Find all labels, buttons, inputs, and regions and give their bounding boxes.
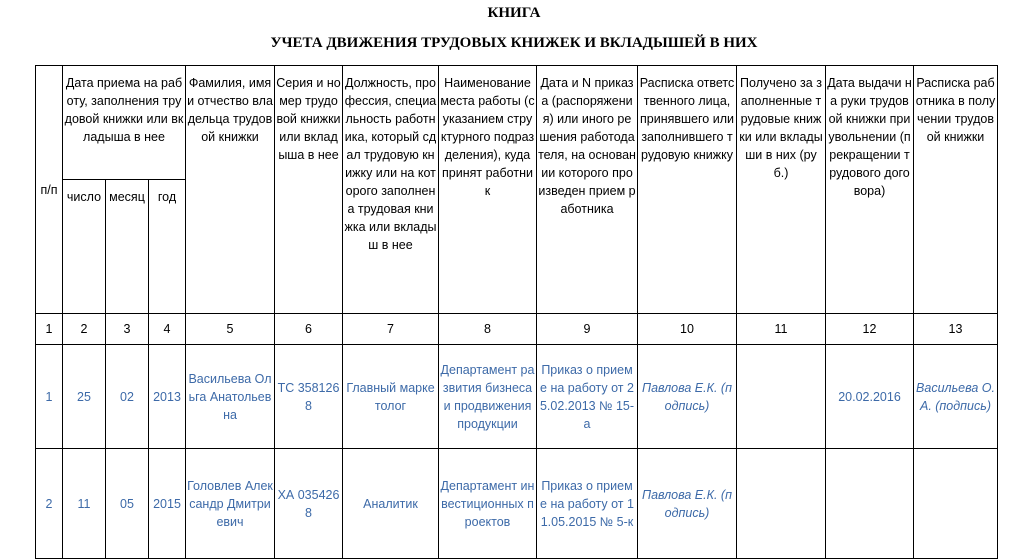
row-order: Приказ о приеме на работу от 11.05.2015 № 5-к [537, 449, 638, 559]
col-number: 11 [737, 314, 826, 345]
row-issue-date [826, 449, 914, 559]
col-number: 12 [826, 314, 914, 345]
row-issue-date: 20.02.2016 [826, 345, 914, 449]
row-month: 02 [106, 345, 149, 449]
document-title: КНИГА [487, 5, 541, 21]
col-number: 5 [186, 314, 275, 345]
col-number: 13 [914, 314, 998, 345]
col-number: 8 [439, 314, 537, 345]
row-number: 2 [36, 449, 63, 559]
row-series: ТС 3581268 [275, 345, 343, 449]
col-number: 3 [106, 314, 149, 345]
header-issue-date: Дата выдачи на руки трудовой книжки при увольнении (прекращении трудового договора) [826, 66, 914, 314]
header-day: число [63, 180, 106, 314]
header-series: Серия и номер трудовой книжки или вкладыша в нее [275, 66, 343, 314]
row-receipt-employee [914, 449, 998, 559]
header-receipt-employee: Расписка работника в получении трудовой книжки [914, 66, 998, 314]
row-month: 05 [106, 449, 149, 559]
header-order: Дата и N приказа (распоряжения) или иного решения работодателя, на основании которого произведен прием работника [537, 66, 638, 314]
col-number: 2 [63, 314, 106, 345]
col-number: 10 [638, 314, 737, 345]
header-received: Получено за заполненные трудовые книжки или вкладыши в них (руб.) [737, 66, 826, 314]
row-receipt-responsible: Павлова Е.К. (подпись) [638, 345, 737, 449]
header-dept: Наименование места работы (с указанием структурного подразделения), куда принят работник [439, 66, 537, 314]
col-number: 4 [149, 314, 186, 345]
row-year: 2015 [149, 449, 186, 559]
row-received [737, 449, 826, 559]
row-series: ХА 0354268 [275, 449, 343, 559]
row-number: 1 [36, 345, 63, 449]
row-position: Аналитик [343, 449, 439, 559]
header-year: год [149, 180, 186, 314]
header-receipt-responsible: Расписка ответственного лица, принявшего или заполнившего трудовую книжку [638, 66, 737, 314]
header-month: месяц [106, 180, 149, 314]
row-day: 25 [63, 345, 106, 449]
ledger-table [35, 65, 998, 559]
header-position: Должность, профессия, специальность работника, который сдал трудовую книжку или на которого заполнена трудовая книжка или вкладыш в нее [343, 66, 439, 314]
header-pp: п/п [36, 66, 63, 314]
column-number-row [36, 314, 998, 345]
col-number: 7 [343, 314, 439, 345]
row-dept: Департамент развития бизнеса и продвижения продукции [439, 345, 537, 449]
header-date-group: Дата приема на работу, заполнения трудовой книжки или вкладыша в нее [63, 66, 186, 180]
header-name: Фамилия, имя и отчество владельца трудовой книжки [186, 66, 275, 314]
row-receipt-responsible: Павлова Е.К. (подпись) [638, 449, 737, 559]
row-order: Приказ о приеме на работу от 25.02.2013 № 15-а [537, 345, 638, 449]
row-position: Главный маркетолог [343, 345, 439, 449]
col-number: 9 [537, 314, 638, 345]
document-subtitle: УЧЕТА ДВИЖЕНИЯ ТРУДОВЫХ КНИЖЕК И ВКЛАДЫШЕЙ В НИХ [270, 35, 758, 51]
row-name: Головлев Александр Дмитриевич [186, 449, 275, 559]
row-name: Васильева Ольга Анатольевна [186, 345, 275, 449]
row-day: 11 [63, 449, 106, 559]
col-number: 1 [36, 314, 63, 345]
row-receipt-employee: Васильева О.А. (подпись) [914, 345, 998, 449]
row-received [737, 345, 826, 449]
row-year: 2013 [149, 345, 186, 449]
table-row [36, 345, 998, 449]
table-row [36, 449, 998, 559]
col-number: 6 [275, 314, 343, 345]
row-dept: Департамент инвестиционных проектов [439, 449, 537, 559]
